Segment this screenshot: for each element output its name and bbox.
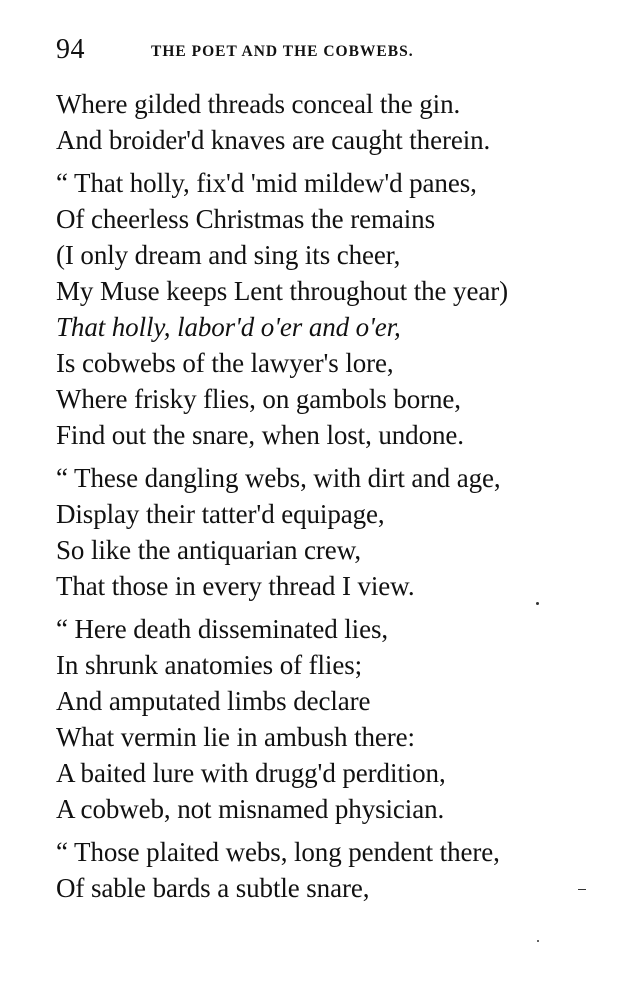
page-header (56, 34, 576, 74)
poem-line: “ That holly, fix'd 'mid mildew'd panes, (56, 168, 477, 198)
stanza-5 (56, 834, 586, 906)
poem-line: “ These dangling webs, with dirt and age, (56, 463, 501, 493)
poem-body (56, 86, 586, 913)
stanza-3 (56, 460, 586, 604)
stanza-4 (56, 611, 586, 827)
poem-line: Is cobwebs of the lawyer's lore, (56, 348, 394, 378)
poem-line: What vermin lie in ambush there: (56, 722, 415, 752)
poem-line: Where frisky flies, on gambols borne, (56, 384, 461, 414)
poem-line: In shrunk anatomies of flies; (56, 650, 363, 680)
poem-line: And amputated limbs declare (56, 686, 371, 716)
print-speck (536, 602, 539, 605)
poem-line: That holly, labor'd o'er and o'er, (56, 312, 401, 342)
poem-line: My Muse keeps Lent throughout the year) (56, 276, 508, 306)
page-number: 94 (56, 34, 85, 65)
stanza-1 (56, 86, 586, 158)
poem-line: “ Those plaited webs, long pendent there, (56, 837, 500, 867)
poem-line: Find out the snare, when lost, undone. (56, 420, 464, 450)
poem-line: Where gilded threads conceal the gin. (56, 89, 461, 119)
poem-line: “ Here death disseminated lies, (56, 614, 389, 644)
poem-line: And broider'd knaves are caught therein. (56, 125, 491, 155)
poem-line: (I only dream and sing its cheer, (56, 240, 401, 270)
poem-line: Of cheerless Christmas the remains (56, 204, 435, 234)
poem-line: That those in every thread I view. (56, 571, 415, 601)
poem-line: Of sable bards a subtle snare, (56, 873, 370, 903)
running-head: THE POET AND THE COBWEBS. (151, 43, 414, 60)
poem-line: A baited lure with drugg'd perdition, (56, 758, 446, 788)
stanza-2 (56, 165, 586, 453)
print-speck (537, 940, 539, 942)
poem-line: Display their tatter'd equipage, (56, 499, 385, 529)
poem-line: So like the antiquarian crew, (56, 535, 361, 565)
print-speck (578, 889, 586, 890)
poem-line: A cobweb, not misnamed physician. (56, 794, 445, 824)
